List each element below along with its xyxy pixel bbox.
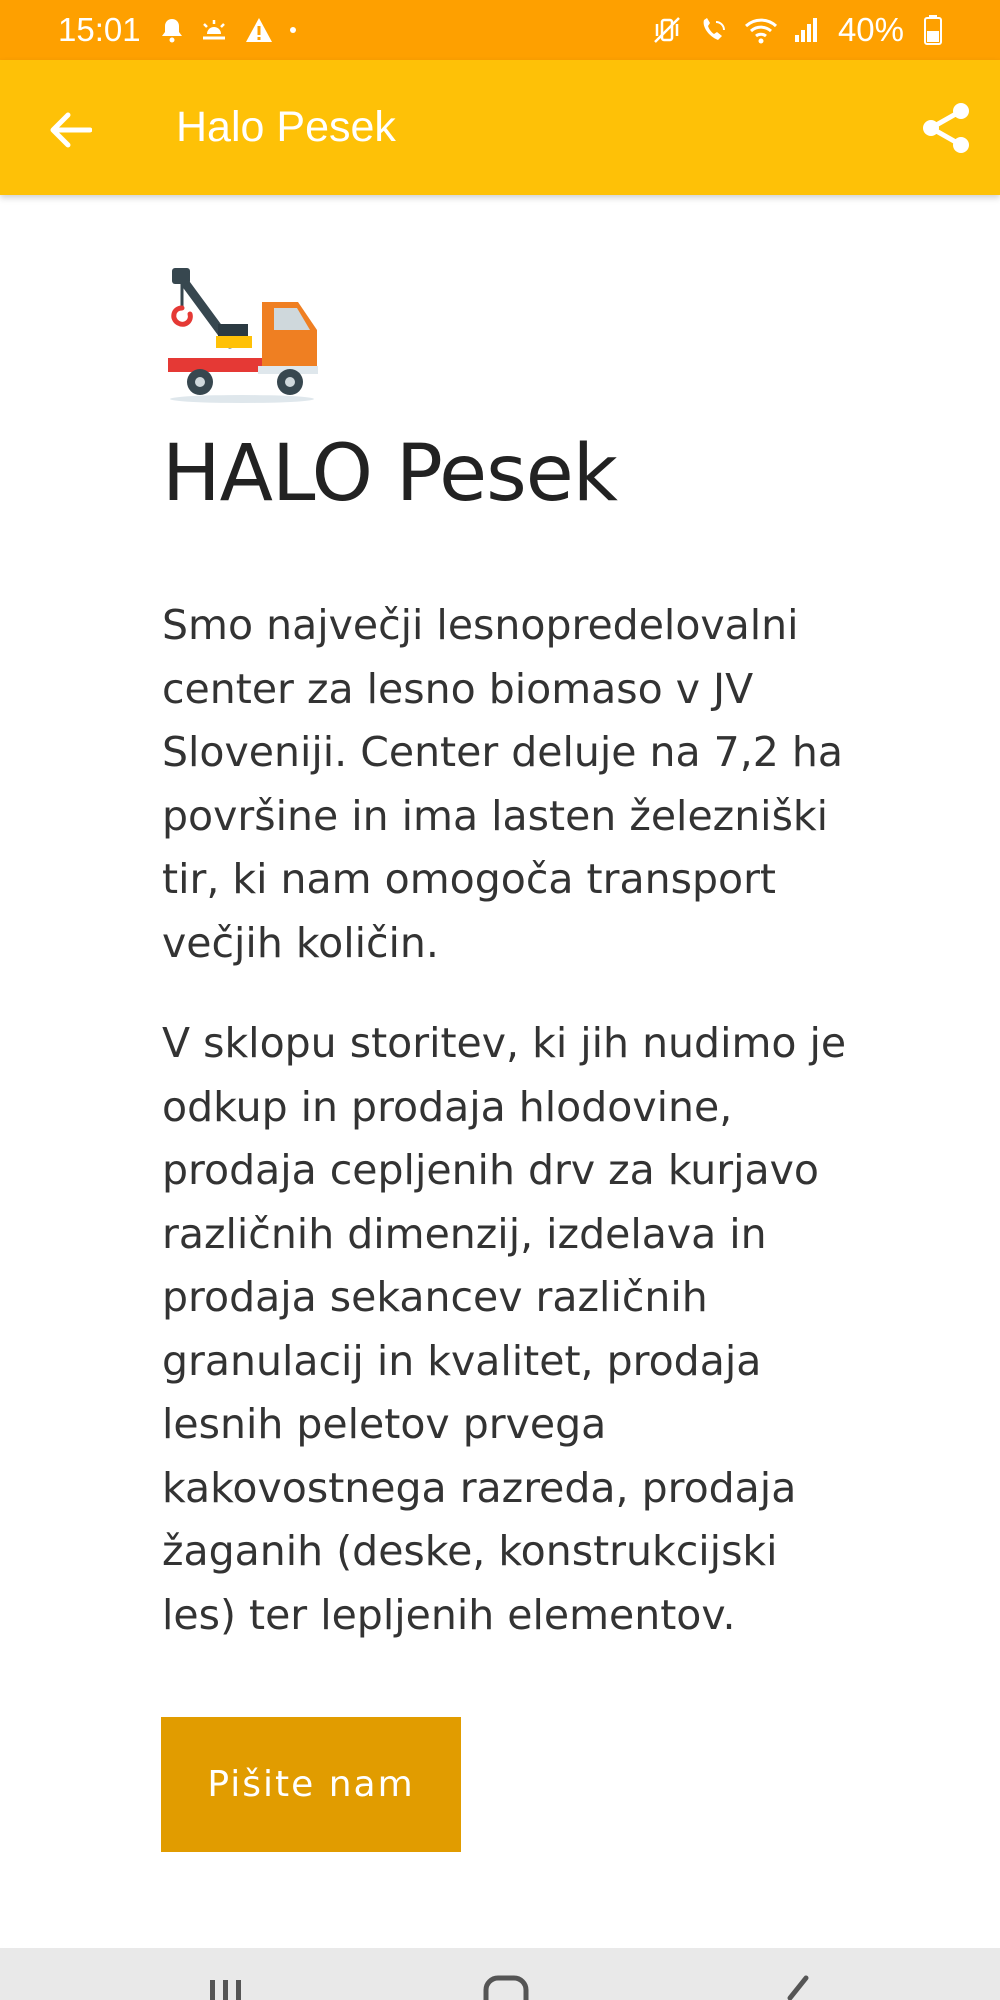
page-heading: HALO Pesek bbox=[162, 429, 617, 519]
bell-icon bbox=[161, 17, 183, 43]
app-title: Halo Pesek bbox=[176, 103, 396, 151]
battery-percent: 40% bbox=[837, 11, 904, 48]
home-button[interactable] bbox=[466, 1968, 546, 2000]
mute-vibrate-icon bbox=[652, 16, 682, 44]
battery-icon bbox=[924, 15, 942, 45]
status-right bbox=[652, 11, 942, 49]
back-button[interactable] bbox=[40, 100, 100, 160]
dot-icon bbox=[289, 26, 297, 34]
share-button[interactable] bbox=[914, 96, 978, 160]
tow-truck-icon bbox=[160, 262, 320, 412]
warning-icon bbox=[245, 17, 273, 43]
status-time: 15:01 bbox=[58, 11, 141, 48]
app-bar bbox=[0, 60, 1000, 195]
status-left bbox=[58, 11, 297, 49]
wifi-icon bbox=[744, 16, 778, 44]
arrow-left-icon bbox=[48, 110, 92, 150]
services-paragraph: V sklopu storitev, ki jih nudimo je odkup in prodaja hlodovine, prodaja cepljenih drv za kurjavo različnih dimenzij, izdelava in prodaja sekancev različnih granulacij in kvalitet, prodaja lesnih peletov prvega kakovostnega razreda, prodaja žaganih (deske, konstrukcijski les) ter lepljenih elementov. bbox=[162, 1019, 847, 1639]
weather-icon bbox=[199, 18, 229, 42]
system-nav-bar bbox=[0, 1948, 1000, 2000]
recent-apps-icon bbox=[190, 1968, 270, 2000]
intro-paragraph: Smo največji lesnopredelovalni center za lesno biomaso v JV Sloveniji. Center deluje na 7,2 ha površine in ima lasten železniški tir, ki nam omogoča transport večjih količin. bbox=[162, 601, 844, 967]
share-icon bbox=[921, 101, 971, 155]
status-bar bbox=[0, 0, 1000, 60]
home-icon bbox=[466, 1968, 546, 2000]
wifi-call-icon bbox=[698, 16, 728, 44]
back-icon bbox=[760, 1968, 840, 2000]
signal-icon bbox=[794, 17, 818, 43]
recent-apps-button[interactable] bbox=[190, 1968, 270, 2000]
contact-button[interactable]: Pišite nam bbox=[161, 1717, 461, 1852]
nav-back-button[interactable] bbox=[760, 1968, 840, 2000]
